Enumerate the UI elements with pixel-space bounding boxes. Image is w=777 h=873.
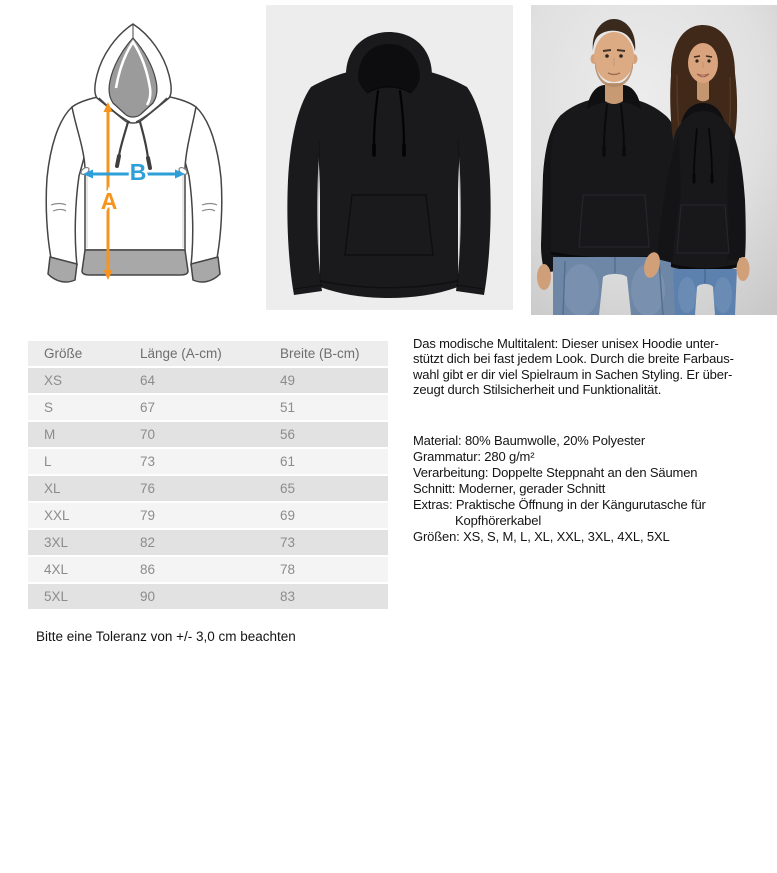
size-table-header	[28, 341, 388, 366]
product-description	[413, 336, 777, 545]
spec-extras: Extras: Praktische Öffnung in der Kängurutasche für	[413, 496, 706, 512]
measure-label-b: B	[129, 159, 147, 185]
description-intro	[413, 336, 777, 398]
intro-line: stützt dich bei fast jedem Look. Durch die breite Farbaus-	[413, 351, 734, 367]
col-header-width: Breite (B-cm)	[264, 341, 388, 366]
hoodie-measure-diagram-icon	[20, 8, 250, 290]
measure-label-a: A	[100, 188, 118, 214]
col-header-length: Länge (A-cm)	[124, 341, 264, 366]
intro-line: zeugt durch Stilsicherheit und Funktionalität.	[413, 382, 662, 398]
spec-extras-continued: Kopfhörerkabel	[455, 512, 542, 528]
size-diagram-image	[20, 8, 250, 290]
size-table-container	[28, 339, 388, 611]
table-row: S 67 51	[28, 395, 388, 420]
table-row: XS 64 49	[28, 368, 388, 393]
black-hoodie-photo	[266, 5, 513, 310]
spec-grammatur: Grammatur: 280 g/m²	[413, 448, 535, 464]
size-table	[28, 339, 388, 611]
spec-material: Material: 80% Baumwolle, 20% Polyester	[413, 432, 646, 448]
table-row: M 70 56	[28, 422, 388, 447]
table-row: 4XL 86 78	[28, 557, 388, 582]
table-row: L 73 61	[28, 449, 388, 474]
spec-groessen: Größen: XS, S, M, L, XL, XXL, 3XL, 4XL, 5XL	[413, 528, 670, 544]
models-photo	[531, 5, 777, 315]
spec-verarbeitung: Verarbeitung: Doppelte Steppnaht an den Säumen	[413, 464, 698, 480]
spec-schnitt: Schnitt: Moderner, gerader Schnitt	[413, 480, 606, 496]
product-photo-front	[266, 5, 513, 310]
models-wearing-hoodie-photo	[531, 5, 777, 315]
col-header-size: Größe	[28, 341, 124, 366]
tolerance-note: Bitte eine Toleranz von +/- 3,0 cm beachten	[36, 629, 296, 644]
table-row: 5XL 90 83	[28, 584, 388, 609]
intro-line: Das modische Multitalent: Dieser unisex Hoodie unter-	[413, 336, 719, 351]
description-specs	[413, 433, 777, 545]
intro-line: wahl gibt er dir viel Spielraum in Sachen Styling. Er über-	[413, 366, 733, 382]
table-row: XXL 79 69	[28, 503, 388, 528]
table-row: 3XL 82 73	[28, 530, 388, 555]
table-row: XL 76 65	[28, 476, 388, 501]
